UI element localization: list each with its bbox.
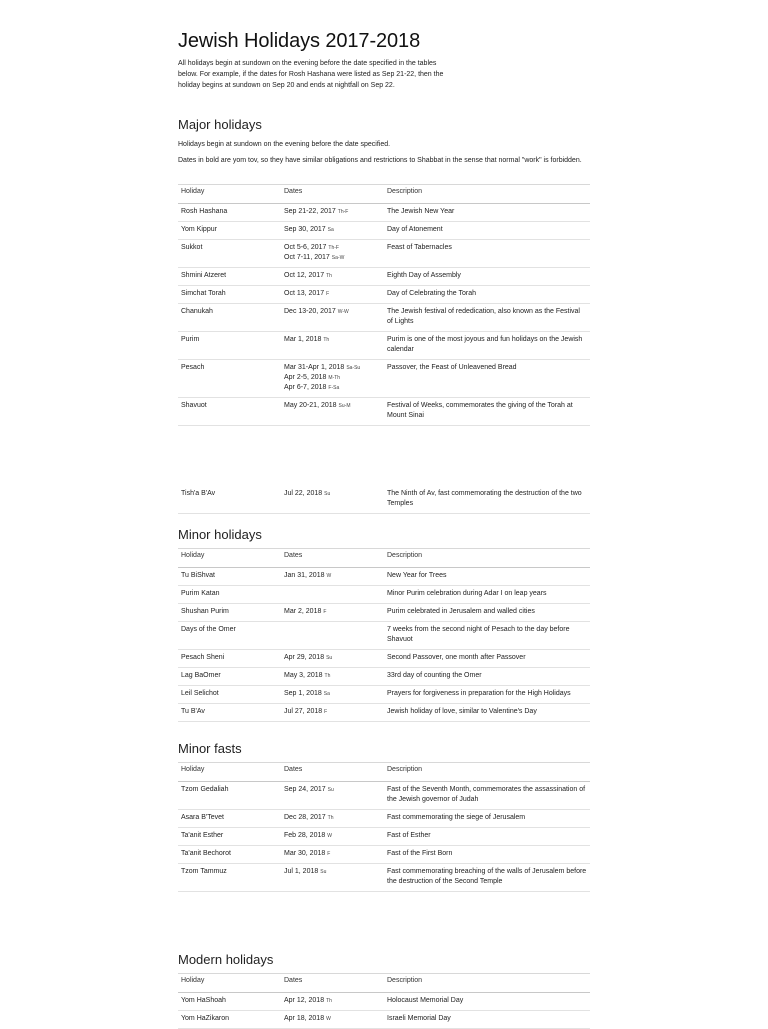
table-row xyxy=(178,686,590,704)
holiday-description: The Jewish festival of rededication, also known as the Festival of Lights xyxy=(384,304,590,332)
holiday-dates xyxy=(281,622,384,650)
holiday-dates xyxy=(281,268,384,286)
holiday-dates xyxy=(281,286,384,304)
date-line xyxy=(284,996,381,1006)
weekday-label: F xyxy=(323,609,327,615)
date-line xyxy=(284,813,381,823)
date-line xyxy=(284,243,381,253)
date-text: Apr 18, 2018 xyxy=(284,1015,325,1022)
weekday-label: F xyxy=(326,291,330,297)
weekday-label: Th-F xyxy=(337,209,349,215)
date-text: Oct 13, 2017 xyxy=(284,290,325,297)
date-text: May 20-21, 2018 xyxy=(284,402,337,409)
weekday-label: Sa xyxy=(327,227,334,233)
holiday-description: Israeli Memorial Day xyxy=(384,1011,590,1029)
table-row xyxy=(178,360,590,398)
holiday-description: Purim is one of the most joyous and fun holidays on the Jewish calendar xyxy=(384,332,590,360)
minor-fasts-table xyxy=(178,762,590,892)
date-line xyxy=(284,383,381,393)
table-row xyxy=(178,846,590,864)
holiday-dates xyxy=(281,332,384,360)
holiday-name: Shushan Purim xyxy=(178,604,281,622)
holiday-dates xyxy=(281,650,384,668)
minor-fasts-rows xyxy=(178,782,590,892)
holiday-dates xyxy=(281,304,384,332)
table-row xyxy=(178,286,590,304)
table-row xyxy=(178,604,590,622)
holiday-description: Fast commemorating breaching of the walls of Jerusalem before the destruction of the Second Temple xyxy=(384,864,590,892)
weekday-label: Th xyxy=(327,815,334,821)
modern-holidays-rows xyxy=(178,993,590,1029)
table-row xyxy=(178,864,590,892)
date-line xyxy=(284,867,381,877)
minor-holidays-rows xyxy=(178,568,590,722)
date-line xyxy=(284,363,381,373)
holiday-dates xyxy=(281,586,384,604)
holiday-name: Lag BaOmer xyxy=(178,668,281,686)
table-row xyxy=(178,204,590,222)
table-row xyxy=(178,828,590,846)
date-line xyxy=(284,401,381,411)
holiday-name: Rosh Hashana xyxy=(178,204,281,222)
holiday-dates xyxy=(281,668,384,686)
weekday-label: Su xyxy=(324,491,331,497)
date-text: Apr 29, 2018 xyxy=(284,654,325,661)
date-line xyxy=(284,653,381,663)
weekday-label: Sa-W xyxy=(331,255,345,261)
date-text: May 3, 2018 xyxy=(284,672,323,679)
column-header-dates: Dates xyxy=(281,974,384,993)
table-header-row xyxy=(178,763,590,782)
date-line xyxy=(284,225,381,235)
date-text: Apr 6-7, 2018 xyxy=(284,384,327,391)
holiday-description: The Jewish New Year xyxy=(384,204,590,222)
date-text: Oct 12, 2017 xyxy=(284,272,325,279)
holiday-description: Jewish holiday of love, similar to Valentine's Day xyxy=(384,704,590,722)
holiday-name: Yom HaZikaron xyxy=(178,1011,281,1029)
holiday-description: Second Passover, one month after Passover xyxy=(384,650,590,668)
major-note-1: Holidays begin at sundown on the evening before the date specified. xyxy=(178,141,391,148)
holiday-description: Fast of Esther xyxy=(384,828,590,846)
holiday-dates xyxy=(281,782,384,810)
table-row xyxy=(178,222,590,240)
intro-text: All holidays begin at sundown on the evening before the date specified in the tables below. For example, if the dates for Rosh Hashana were listed as Sep 21-22, then the holiday begins at sundown on Sep 20 and ends at nightfall on Sep 22. xyxy=(178,60,444,89)
holiday-description: Passover, the Feast of Unleavened Bread xyxy=(384,360,590,398)
table-row xyxy=(178,332,590,360)
date-text: Mar 30, 2018 xyxy=(284,850,326,857)
date-line xyxy=(284,571,381,581)
weekday-label: Th xyxy=(323,337,330,343)
column-header-description: Description xyxy=(384,974,590,993)
date-text: Sep 24, 2017 xyxy=(284,786,326,793)
date-text: Jul 22, 2018 xyxy=(284,490,323,497)
holiday-name: Yom HaShoah xyxy=(178,993,281,1011)
holiday-name: Shavuot xyxy=(178,398,281,426)
table-header-row xyxy=(178,549,590,568)
holiday-dates xyxy=(281,568,384,586)
holiday-description: Purim celebrated in Jerusalem and walled cities xyxy=(384,604,590,622)
weekday-label: W xyxy=(327,833,332,839)
holiday-name: Tish'a B'Av xyxy=(178,486,281,514)
weekday-label: F xyxy=(324,709,328,715)
table-row xyxy=(178,586,590,604)
holiday-dates xyxy=(281,1011,384,1029)
weekday-label: F xyxy=(327,851,331,857)
minor-fasts-heading: Minor fasts xyxy=(178,741,242,756)
table-row xyxy=(178,668,590,686)
holiday-description: Feast of Tabernacles xyxy=(384,240,590,268)
date-line xyxy=(284,1014,381,1024)
holiday-dates xyxy=(281,360,384,398)
holiday-dates xyxy=(281,204,384,222)
column-header-holiday: Holiday xyxy=(178,549,281,568)
holiday-description: Minor Purim celebration during Adar I on leap years xyxy=(384,586,590,604)
holiday-description: Eighth Day of Assembly xyxy=(384,268,590,286)
weekday-label: W-W xyxy=(337,309,349,315)
holiday-description: Fast of the Seventh Month, commemorates the assassination of the Jewish governor of Judah xyxy=(384,782,590,810)
table-row xyxy=(178,240,590,268)
holiday-description: Day of Atonement xyxy=(384,222,590,240)
date-text: Mar 2, 2018 xyxy=(284,608,322,615)
holiday-name: Purim xyxy=(178,332,281,360)
holiday-dates xyxy=(281,686,384,704)
date-line xyxy=(284,253,381,263)
holiday-name: Chanukah xyxy=(178,304,281,332)
holiday-name: Tzom Gedaliah xyxy=(178,782,281,810)
holiday-name: Tu BiShvat xyxy=(178,568,281,586)
major-holidays-extra-rows xyxy=(178,486,590,514)
column-header-holiday: Holiday xyxy=(178,763,281,782)
minor-holidays-table xyxy=(178,548,590,722)
date-line xyxy=(284,707,381,717)
table-row xyxy=(178,622,590,650)
holiday-description: 7 weeks from the second night of Pesach to the day before Shavuot xyxy=(384,622,590,650)
date-line xyxy=(284,671,381,681)
date-text: Apr 2-5, 2018 xyxy=(284,374,327,381)
column-header-description: Description xyxy=(384,549,590,568)
date-text: Mar 1, 2018 xyxy=(284,336,322,343)
date-line xyxy=(284,785,381,795)
holiday-description: Festival of Weeks, commemorates the giving of the Torah at Mount Sinai xyxy=(384,398,590,426)
column-header-description: Description xyxy=(384,763,590,782)
table-row xyxy=(178,810,590,828)
holiday-description: Prayers for forgiveness in preparation for the High Holidays xyxy=(384,686,590,704)
holiday-name: Simchat Torah xyxy=(178,286,281,304)
date-text: Sep 30, 2017 xyxy=(284,226,326,233)
date-text: Jul 1, 2018 xyxy=(284,868,319,875)
table-header-row xyxy=(178,974,590,993)
holiday-description: New Year for Trees xyxy=(384,568,590,586)
table-row xyxy=(178,650,590,668)
column-header-holiday: Holiday xyxy=(178,974,281,993)
weekday-label: W xyxy=(326,573,332,579)
holiday-name: Days of the Omer xyxy=(178,622,281,650)
date-line xyxy=(284,207,381,217)
holiday-description: 33rd day of counting the Omer xyxy=(384,668,590,686)
holiday-dates xyxy=(281,398,384,426)
weekday-label: Th xyxy=(326,273,332,279)
holiday-name: Sukkot xyxy=(178,240,281,268)
date-text: Jan 31, 2018 xyxy=(284,572,325,579)
holiday-name: Pesach xyxy=(178,360,281,398)
weekday-label: W xyxy=(326,1016,331,1022)
holiday-description: Holocaust Memorial Day xyxy=(384,993,590,1011)
table-row xyxy=(178,704,590,722)
holiday-dates xyxy=(281,864,384,892)
holiday-dates xyxy=(281,240,384,268)
date-text: Oct 5-6, 2017 xyxy=(284,244,327,251)
date-line xyxy=(284,271,381,281)
minor-holidays-heading: Minor holidays xyxy=(178,527,262,542)
date-text: Dec 28, 2017 xyxy=(284,814,326,821)
date-line xyxy=(284,849,381,859)
holiday-name: Yom Kippur xyxy=(178,222,281,240)
column-header-description: Description xyxy=(384,185,590,204)
column-header-dates: Dates xyxy=(281,549,384,568)
weekday-label: Su xyxy=(326,655,333,661)
column-header-holiday: Holiday xyxy=(178,185,281,204)
weekday-label: Su xyxy=(320,869,327,875)
holiday-dates xyxy=(281,810,384,828)
table-row xyxy=(178,993,590,1011)
date-line xyxy=(284,289,381,299)
major-note-2: Dates in bold are yom tov, so they have similar obligations and restrictions to Shabbat in the sense that normal "work" is forbidden. xyxy=(178,157,582,164)
date-line xyxy=(284,307,381,317)
date-line xyxy=(284,607,381,617)
column-header-dates: Dates xyxy=(281,763,384,782)
holiday-name: Asara B'Tevet xyxy=(178,810,281,828)
weekday-label: Th xyxy=(326,998,332,1004)
holiday-dates xyxy=(281,704,384,722)
holiday-name: Tu B'Av xyxy=(178,704,281,722)
weekday-label: F-Sa xyxy=(328,385,340,391)
table-row xyxy=(178,304,590,332)
holiday-name: Leil Selichot xyxy=(178,686,281,704)
date-text: Sep 1, 2018 xyxy=(284,690,322,697)
holiday-name: Tzom Tammuz xyxy=(178,864,281,892)
modern-holidays-heading: Modern holidays xyxy=(178,952,274,967)
holiday-name: Ta'anit Esther xyxy=(178,828,281,846)
holiday-dates xyxy=(281,846,384,864)
column-header-dates: Dates xyxy=(281,185,384,204)
major-holidays-rows xyxy=(178,204,590,426)
holiday-dates xyxy=(281,486,384,514)
table-row xyxy=(178,782,590,810)
holiday-description: Fast commemorating the siege of Jerusalem xyxy=(384,810,590,828)
date-line xyxy=(284,831,381,841)
date-line xyxy=(284,335,381,345)
holiday-description: Day of Celebrating the Torah xyxy=(384,286,590,304)
holiday-name: Ta'anit Bechorot xyxy=(178,846,281,864)
major-holidays-table xyxy=(178,184,590,426)
date-line xyxy=(284,373,381,383)
holiday-description: Fast of the First Born xyxy=(384,846,590,864)
table-row xyxy=(178,268,590,286)
weekday-label: Su xyxy=(327,787,334,793)
date-line xyxy=(284,489,381,499)
date-line xyxy=(284,689,381,699)
date-text: Dec 13-20, 2017 xyxy=(284,308,336,315)
holiday-dates xyxy=(281,604,384,622)
table-header-row xyxy=(178,185,590,204)
holiday-dates xyxy=(281,222,384,240)
date-text: Mar 31-Apr 1, 2018 xyxy=(284,364,345,371)
table-row xyxy=(178,398,590,426)
major-holidays-extra-table xyxy=(178,486,590,514)
holiday-description: The Ninth of Av, fast commemorating the destruction of the two Temples xyxy=(384,486,590,514)
modern-holidays-table xyxy=(178,973,590,1029)
date-text: Apr 12, 2018 xyxy=(284,997,325,1004)
weekday-label: Th xyxy=(324,673,331,679)
date-text: Jul 27, 2018 xyxy=(284,708,323,715)
weekday-label: Th-F xyxy=(328,245,339,251)
weekday-label: M-Th xyxy=(328,375,341,381)
table-row xyxy=(178,1011,590,1029)
date-text: Oct 7-11, 2017 xyxy=(284,254,330,261)
weekday-label: Su-M xyxy=(338,403,351,409)
page-title: Jewish Holidays 2017-2018 xyxy=(178,30,421,52)
major-holidays-heading: Major holidays xyxy=(178,117,262,132)
holiday-name: Shmini Atzeret xyxy=(178,268,281,286)
date-text: Sep 21-22, 2017 xyxy=(284,208,336,215)
holiday-name: Pesach Sheni xyxy=(178,650,281,668)
weekday-label: Sa-Su xyxy=(346,365,361,371)
date-text: Feb 28, 2018 xyxy=(284,832,326,839)
weekday-label: Sa xyxy=(323,691,330,697)
table-row xyxy=(178,568,590,586)
holiday-dates xyxy=(281,828,384,846)
holiday-name: Purim Katan xyxy=(178,586,281,604)
table-row xyxy=(178,486,590,514)
holiday-dates xyxy=(281,993,384,1011)
